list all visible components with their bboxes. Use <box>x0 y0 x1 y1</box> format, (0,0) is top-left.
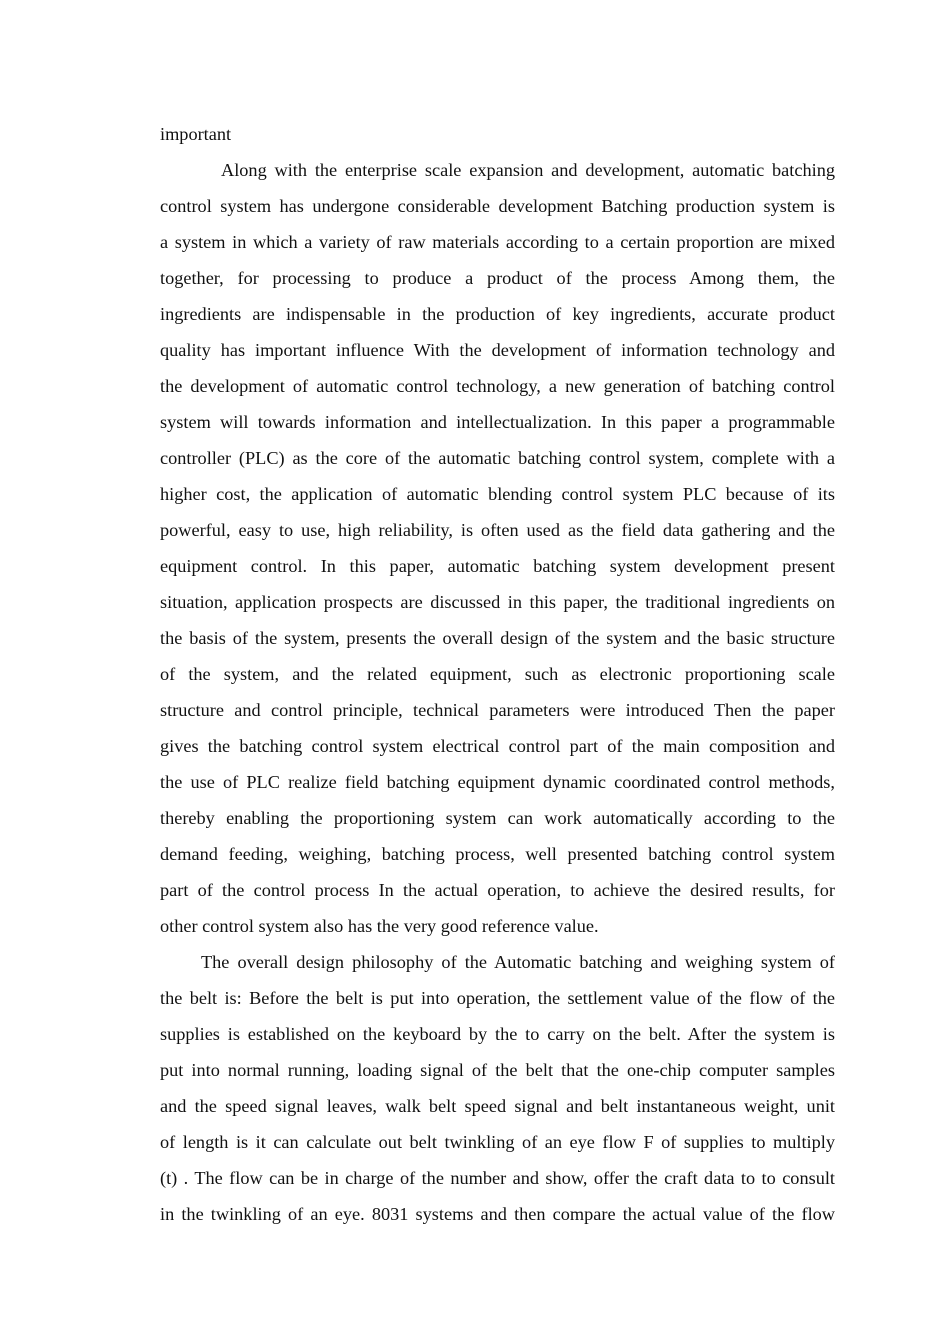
text-line: supplies is established on the keyboard by the to carry on the belt. After the system is <box>160 1024 835 1044</box>
text-line: thereby enabling the proportioning system can work automatically according to the <box>160 808 835 828</box>
text-line: other control system also has the very good reference value. <box>160 916 599 936</box>
text-line: controller (PLC) as the core of the automatic batching control system, complete with a <box>160 448 835 468</box>
text-line: the use of PLC realize field batching equipment dynamic coordinated control methods, <box>160 772 835 792</box>
text-line: powerful, easy to use, high reliability, is often used as the field data gathering and the <box>160 520 835 540</box>
text-line: Along with the enterprise scale expansion and development, automatic batching <box>221 160 835 180</box>
text-line: structure and control principle, technical parameters were introduced Then the paper <box>160 700 835 720</box>
paragraph-batching-overview <box>160 152 835 944</box>
text-line: (t) . The flow can be in charge of the number and show, offer the craft data to to consult <box>160 1168 835 1188</box>
text-line: a system in which a variety of raw materials according to a certain proportion are mixed <box>160 232 835 252</box>
text-line: quality has important influence With the development of information technology and <box>160 340 835 360</box>
text-line: in the twinkling of an eye. 8031 systems and then compare the actual value of the flow <box>160 1204 835 1224</box>
text-line: higher cost, the application of automatic blending control system PLC because of its <box>160 484 835 504</box>
text-line: control system has undergone considerable development Batching production system is <box>160 196 835 216</box>
carryover-line: important <box>160 124 232 144</box>
text-line: of length is it can calculate out belt twinkling of an eye flow F of supplies to multiply <box>160 1132 835 1152</box>
text-line: situation, application prospects are discussed in this paper, the traditional ingredients on <box>160 592 835 612</box>
text-line: put into normal running, loading signal of the belt that the one-chip computer samples <box>160 1060 835 1080</box>
text-line: The overall design philosophy of the Automatic batching and weighing system of <box>201 952 835 972</box>
text-line: the basis of the system, presents the overall design of the system and the basic structure <box>160 628 835 648</box>
text-line: system will towards information and intellectualization. In this paper a programmable <box>160 412 835 432</box>
text-line: demand feeding, weighing, batching process, well presented batching control system <box>160 844 835 864</box>
text-line: equipment control. In this paper, automatic batching system development present <box>160 556 835 576</box>
text-line: together, for processing to produce a product of the process Among them, the <box>160 268 835 288</box>
text-line: gives the batching control system electrical control part of the main composition and <box>160 736 835 756</box>
body-text <box>160 116 835 1232</box>
text-line: ingredients are indispensable in the production of key ingredients, accurate product <box>160 304 835 324</box>
text-line: the development of automatic control technology, a new generation of batching control <box>160 376 835 396</box>
text-line: of the system, and the related equipment, such as electronic proportioning scale <box>160 664 835 684</box>
text-line: and the speed signal leaves, walk belt speed signal and belt instantaneous weight, unit <box>160 1096 835 1116</box>
text-line: part of the control process In the actual operation, to achieve the desired results, for <box>160 880 835 900</box>
text-line: the belt is: Before the belt is put into operation, the settlement value of the flow of the <box>160 988 835 1008</box>
paragraph-belt-design-philosophy <box>160 944 835 1232</box>
